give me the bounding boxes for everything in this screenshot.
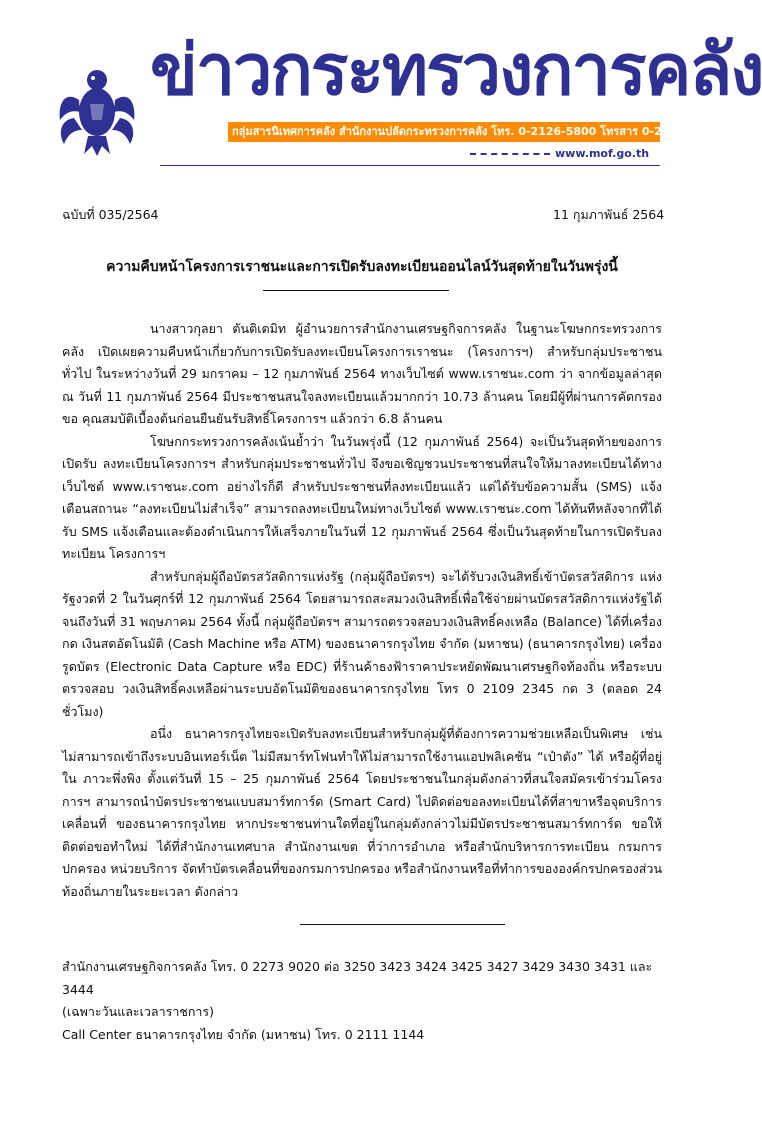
contact-info: [62, 956, 662, 1046]
newsletter-title: ข่าวกระทรวงการคลัง: [150, 29, 762, 111]
paragraph: นางสาวกุลยา ตันติเตมิท ผู้อำนวยการสำนักงานเศรษฐกิจการคลัง ในฐานะโฆษกกระทรวงการคลัง เปิดเผยความคืบหน้าเกี่ยวกับการเปิดรับลงทะเบียนโครงการเราชนะ (โครงการฯ) สำหรับกลุ่มประชาชนทั่วไป ในระหว่างวันที่ 29 มกราคม – 12 กุมภาพันธ์ 2564 ทางเว็บไซต์ www.เราชนะ.com ว่า จากข้อมูลล่าสุด ณ วันที่ 11 กุมภาพันธ์ 2564 มีประชาชนสนใจลงทะเบียนแล้วมากกว่า 10.73 ล้านคน โดยมีผู้ที่ผ่านการคัดกรองขอ คุณสมบัติเบื้องต้นก่อนยืนยันรับสิทธิ์โครงการฯ แล้วกว่า 6.8 ล้านคน: [62, 321, 662, 426]
header-divider: [160, 165, 660, 166]
issue-number: ฉบับที่ 035/2564: [62, 207, 159, 222]
decorative-dashes: [470, 153, 550, 155]
contact-line: สำนักงานเศรษฐกิจการคลัง โทร. 0 2273 9020 ต่อ 3250 3423 3424 3425 3427 3429 3430 3431 และ 3444: [62, 959, 653, 997]
end-divider: [300, 924, 505, 925]
paragraph: สำหรับกลุ่มผู้ถือบัตรสวัสดิการแห่งรัฐ (กลุ่มผู้ถือบัตรฯ) จะได้รับวงเงินสิทธิ์เข้าบัตรสวัสดิการ แห่งรัฐงวดที่ 2 ในวันศุกร์ที่ 12 กุมภาพันธ์ 2564 โดยสามารถสะสมวงเงินสิทธิ์เพื่อใช้จ่ายผ่านบัตรสวัสดิการแห่งรัฐได้ จนถึงวันที่ 31 พฤษภาคม 2564 ทั้งนี้ กลุ่มผู้ถือบัตรฯ สามารถตรวจสอบวงเงินสิทธิ์คงเหลือ (Balance) ได้ที่เครื่องกด เงินสดอัตโนมัติ (Cash Machine หรือ ATM) ของธนาคารกรุงไทย จำกัด (มหาชน) (ธนาคารกรุงไทย) เครื่องรูดบัตร (Electronic Data Capture หรือ EDC) ที่ร้านค้าธงฟ้าราคาประหยัดพัฒนาเศรษฐกิจท้องถิ่น หรือระบบตรวจสอบ วงเงินสิทธิ์คงเหลือผ่านระบบอัตโนมัติของธนาคารกรุงไทย โทร 0 2109 2345 กด 3 (ตลอด 24 ชั่วโมง): [62, 568, 662, 719]
header-banner: [0, 0, 762, 180]
subtitle-text: กลุ่มสารนิเทศการคลัง สำนักงานปลัดกระทรวงการคลัง โทร. 0-2126-5800 โทรสาร 0-2273-9763: [232, 125, 720, 138]
website-link[interactable]: www.mof.go.th: [555, 147, 650, 160]
paragraph: อนึ่ง ธนาคารกรุงไทยจะเปิดรับลงทะเบียนสำหรับกลุ่มผู้ที่ต้องการความช่วยเหลือเป็นพิเศษ เช่น ไม่สามารถเข้าถึงระบบอินเทอร์เน็ต ไม่มีสมาร์ทโฟนทำให้ไม่สามารถใช้งานแอปพลิเคชัน “เป๋าตัง” ได้ หรือผู้ที่อยู่ใน ภาวะพึ่งพิง ตั้งแต่วันที่ 15 – 25 กุมภาพันธ์ 2564 โดยประชาชนในกลุ่มดังกล่าวที่สนใจสมัครเข้าร่วมโครงการฯ สามารถนำบัตรประชาชนแบบสมาร์ทการ์ด (Smart Card) ไปติดต่อขอลงทะเบียนได้ที่สาขาหรือจุดบริการเคลื่อนที่ ของธนาคารกรุงไทย หากประชาชนท่านใดที่อยู่ในกลุ่มดังกล่าวไม่มีบัตรประชาชนสมาร์ทการ์ด ขอให้ติดต่อขอทำใหม่ ได้ที่สำนักงานเทศบาล สำนักงานเขต ที่ว่าการอำเภอ หรือสำนักบริหารการทะเบียน กรมการปกครอง หน่วยบริการ จัดทำบัตรเคลื่อนที่ของกรมการปกครอง หรือสำนักงานหรือที่ทำการขององค์กรปกครองส่วนท้องถิ่นภายในระยะเวลา ดังกล่าว: [62, 726, 662, 899]
contact-line: (เฉพาะวันและเวลาราชการ): [62, 1004, 214, 1019]
garuda-emblem-icon: [54, 60, 140, 156]
headline-underline: [263, 290, 449, 291]
issue-date: 11 กุมภาพันธ์ 2564: [553, 207, 665, 222]
paragraph: โฆษกกระทรวงการคลังเน้นย้ำว่า ในวันพรุ่งนี้ (12 กุมภาพันธ์ 2564) จะเป็นวันสุดท้ายของการเปิดรับ ลงทะเบียนโครงการฯ สำหรับกลุ่มประชาชนทั่วไป จึงขอเชิญชวนประชาชนที่สนใจให้มาลงทะเบียนได้ทางเว็บไซต์ www.เราชนะ.com อย่างไรก็ดี สำหรับประชาชนที่ลงทะเบียนแล้ว แต่ได้รับข้อความสั้น (SMS) แจ้งเตือนสถานะ “ลงทะเบียนไม่สำเร็จ” สามารถลงทะเบียนใหม่ทางเว็บไซต์ www.เราชนะ.com ได้ทันทีหลังจากที่ได้รับ SMS แจ้งเตือนและต้องดำเนินการให้เสร็จภายในวันที่ 12 กุมภาพันธ์ 2564 ซึ่งเป็นวันสุดท้ายในการเปิดรับลงทะเบียน โครงการฯ: [62, 433, 662, 561]
contact-line: Call Center ธนาคารกรุงไทย จำกัด (มหาชน) โทร. 0 2111 1144: [62, 1026, 425, 1042]
article-body: [62, 318, 662, 903]
headline: ความคืบหน้าโครงการเราชนะและการเปิดรับลงทะเบียนออนไลน์วันสุดท้ายในวันพรุ่งนี้: [106, 259, 618, 275]
